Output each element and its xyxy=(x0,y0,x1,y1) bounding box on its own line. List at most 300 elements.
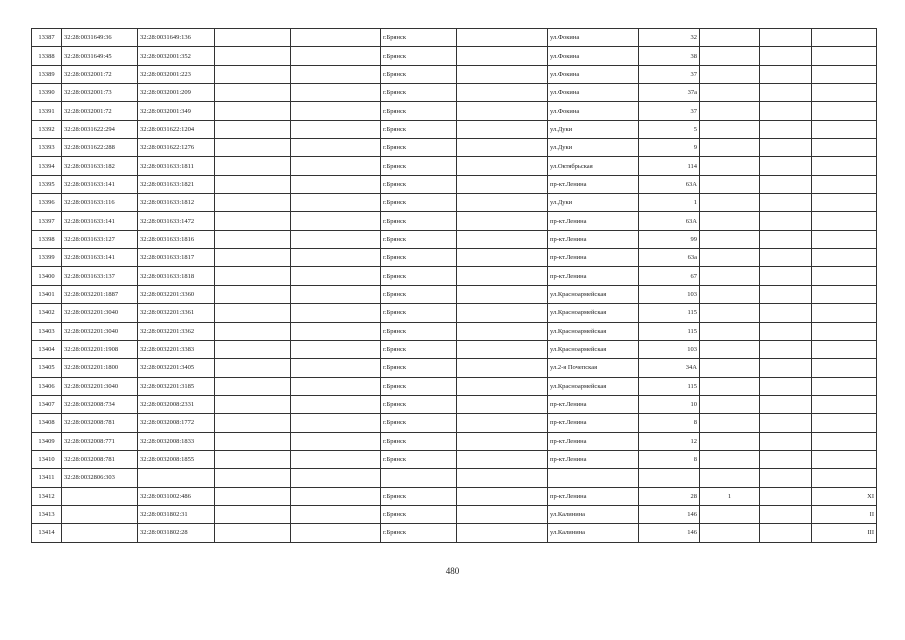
table-body xyxy=(32,29,877,543)
table-row xyxy=(32,505,877,523)
cadastral-number-cell: 32:28:0032001:349 xyxy=(138,102,215,120)
city-cell: г.Брянск xyxy=(381,267,457,285)
cadastral-parent-cell: 32:28:0032201:3040 xyxy=(62,322,138,340)
cadastral-number-cell: 32:28:0032008:2331 xyxy=(138,395,215,413)
empty-cell xyxy=(215,285,291,303)
row-id-cell: 13392 xyxy=(32,120,62,138)
empty-cell xyxy=(457,84,548,102)
room-number-cell xyxy=(812,47,877,65)
row-id-cell: 13406 xyxy=(32,377,62,395)
empty-cell xyxy=(457,194,548,212)
city-cell: г.Брянск xyxy=(381,249,457,267)
empty-cell xyxy=(457,304,548,322)
street-cell: пр-кт.Ленина xyxy=(548,249,639,267)
room-number-cell xyxy=(812,157,877,175)
cadastral-parent-cell: 32:28:0032201:3040 xyxy=(62,377,138,395)
cadastral-number-cell: 32:28:0032001:352 xyxy=(138,47,215,65)
empty-cell xyxy=(215,322,291,340)
empty-cell xyxy=(291,487,381,505)
empty-cell xyxy=(215,157,291,175)
empty-cell xyxy=(457,230,548,248)
cadastral-number-cell: 32:28:0031633:1472 xyxy=(138,212,215,230)
empty-cell xyxy=(215,340,291,358)
cadastral-parent-cell: 32:28:0032201:1887 xyxy=(62,285,138,303)
row-id-cell: 13396 xyxy=(32,194,62,212)
house-number-cell: 10 xyxy=(639,395,700,413)
row-id-cell: 13394 xyxy=(32,157,62,175)
empty-cell xyxy=(760,139,812,157)
table-row xyxy=(32,157,877,175)
empty-cell xyxy=(291,469,381,487)
street-cell: ул.Красноармейская xyxy=(548,304,639,322)
empty-cell xyxy=(457,322,548,340)
table-row xyxy=(32,249,877,267)
cadastral-number-cell: 32:28:0031633:1817 xyxy=(138,249,215,267)
empty-cell xyxy=(291,432,381,450)
street-cell: ул.2-я Почепская xyxy=(548,359,639,377)
empty-cell xyxy=(291,139,381,157)
cadastral-parent-cell: 32:28:0031633:141 xyxy=(62,175,138,193)
street-cell: ул.Фокина xyxy=(548,102,639,120)
house-number-cell: 1 xyxy=(639,194,700,212)
city-cell: г.Брянск xyxy=(381,450,457,468)
city-cell: г.Брянск xyxy=(381,377,457,395)
table-row xyxy=(32,47,877,65)
house-number-cell: 28 xyxy=(639,487,700,505)
table-row xyxy=(32,322,877,340)
empty-cell xyxy=(215,487,291,505)
empty-cell xyxy=(457,377,548,395)
empty-cell xyxy=(215,230,291,248)
count-cell xyxy=(700,524,760,542)
city-cell: г.Брянск xyxy=(381,432,457,450)
row-id-cell: 13410 xyxy=(32,450,62,468)
cadastral-parent-cell: 32:28:0031633:137 xyxy=(62,267,138,285)
cadastral-parent-cell: 32:28:0031633:182 xyxy=(62,157,138,175)
room-number-cell xyxy=(812,432,877,450)
empty-cell xyxy=(457,432,548,450)
cadastral-number-cell xyxy=(138,469,215,487)
house-number-cell: 103 xyxy=(639,285,700,303)
empty-cell xyxy=(215,212,291,230)
count-cell xyxy=(700,414,760,432)
street-cell: ул.Красноармейская xyxy=(548,377,639,395)
row-id-cell: 13393 xyxy=(32,139,62,157)
empty-cell xyxy=(760,102,812,120)
cadastral-number-cell: 32:28:0031622:1276 xyxy=(138,139,215,157)
row-id-cell: 13391 xyxy=(32,102,62,120)
empty-cell xyxy=(291,102,381,120)
street-cell: ул.Красноармейская xyxy=(548,285,639,303)
street-cell: ул.Дуки xyxy=(548,139,639,157)
city-cell: г.Брянск xyxy=(381,120,457,138)
street-cell: пр-кт.Ленина xyxy=(548,414,639,432)
row-id-cell: 13387 xyxy=(32,29,62,47)
empty-cell xyxy=(215,377,291,395)
empty-cell xyxy=(760,414,812,432)
street-cell: пр-кт.Ленина xyxy=(548,230,639,248)
cadastral-parent-cell: 32:28:0032001:72 xyxy=(62,65,138,83)
empty-cell xyxy=(291,524,381,542)
house-number-cell: 5 xyxy=(639,120,700,138)
house-number-cell: 114 xyxy=(639,157,700,175)
empty-cell xyxy=(760,432,812,450)
house-number-cell: 9 xyxy=(639,139,700,157)
row-id-cell: 13401 xyxy=(32,285,62,303)
row-id-cell: 13399 xyxy=(32,249,62,267)
table-row xyxy=(32,230,877,248)
cadastral-parent-cell: 32:28:0032806:303 xyxy=(62,469,138,487)
empty-cell xyxy=(215,139,291,157)
count-cell xyxy=(700,505,760,523)
empty-cell xyxy=(457,175,548,193)
city-cell: г.Брянск xyxy=(381,395,457,413)
empty-cell xyxy=(291,84,381,102)
empty-cell xyxy=(291,414,381,432)
cadastral-number-cell: 32:28:0031633:1818 xyxy=(138,267,215,285)
city-cell: г.Брянск xyxy=(381,505,457,523)
empty-cell xyxy=(457,487,548,505)
cadastral-number-cell: 32:28:0032201:3405 xyxy=(138,359,215,377)
count-cell xyxy=(700,359,760,377)
empty-cell xyxy=(215,450,291,468)
room-number-cell xyxy=(812,395,877,413)
row-id-cell: 13390 xyxy=(32,84,62,102)
room-number-cell xyxy=(812,139,877,157)
empty-cell xyxy=(760,29,812,47)
count-cell xyxy=(700,395,760,413)
row-id-cell: 13411 xyxy=(32,469,62,487)
city-cell: г.Брянск xyxy=(381,285,457,303)
city-cell: г.Брянск xyxy=(381,322,457,340)
empty-cell xyxy=(457,450,548,468)
empty-cell xyxy=(760,340,812,358)
city-cell xyxy=(381,469,457,487)
table-row xyxy=(32,120,877,138)
empty-cell xyxy=(291,120,381,138)
house-number-cell: 67 xyxy=(639,267,700,285)
table-row xyxy=(32,102,877,120)
street-cell: ул.Фокина xyxy=(548,29,639,47)
empty-cell xyxy=(291,359,381,377)
empty-cell xyxy=(760,212,812,230)
count-cell xyxy=(700,322,760,340)
room-number-cell xyxy=(812,29,877,47)
row-id-cell: 13407 xyxy=(32,395,62,413)
count-cell xyxy=(700,267,760,285)
street-cell: ул.Фокина xyxy=(548,84,639,102)
cadastral-parent-cell: 32:28:0032201:1908 xyxy=(62,340,138,358)
empty-cell xyxy=(215,47,291,65)
cadastral-number-cell: 32:28:0032201:3362 xyxy=(138,322,215,340)
empty-cell xyxy=(760,230,812,248)
cadastral-parent-cell: 32:28:0031649:45 xyxy=(62,47,138,65)
empty-cell xyxy=(457,65,548,83)
cadastral-parent-cell: 32:28:0032008:781 xyxy=(62,414,138,432)
empty-cell xyxy=(760,304,812,322)
empty-cell xyxy=(215,29,291,47)
street-cell: пр-кт.Ленина xyxy=(548,450,639,468)
empty-cell xyxy=(760,157,812,175)
street-cell: пр-кт.Ленина xyxy=(548,175,639,193)
empty-cell xyxy=(457,285,548,303)
empty-cell xyxy=(215,469,291,487)
cadastral-number-cell: 32:28:0031633:1821 xyxy=(138,175,215,193)
count-cell xyxy=(700,230,760,248)
empty-cell xyxy=(760,249,812,267)
cadastral-number-cell: 32:28:0032001:209 xyxy=(138,84,215,102)
empty-cell xyxy=(215,194,291,212)
empty-cell xyxy=(760,285,812,303)
empty-cell xyxy=(215,267,291,285)
empty-cell xyxy=(291,505,381,523)
count-cell xyxy=(700,84,760,102)
city-cell: г.Брянск xyxy=(381,414,457,432)
table-row xyxy=(32,194,877,212)
empty-cell xyxy=(215,65,291,83)
room-number-cell: II xyxy=(812,505,877,523)
row-id-cell: 13412 xyxy=(32,487,62,505)
empty-cell xyxy=(291,157,381,175)
empty-cell xyxy=(291,322,381,340)
room-number-cell xyxy=(812,120,877,138)
count-cell: 1 xyxy=(700,487,760,505)
empty-cell xyxy=(291,29,381,47)
count-cell xyxy=(700,212,760,230)
street-cell: ул.Фокина xyxy=(548,47,639,65)
page-number: 480 xyxy=(445,566,460,576)
empty-cell xyxy=(215,84,291,102)
empty-cell xyxy=(760,505,812,523)
table-row xyxy=(32,139,877,157)
row-id-cell: 13409 xyxy=(32,432,62,450)
empty-cell xyxy=(215,395,291,413)
room-number-cell xyxy=(812,230,877,248)
empty-cell xyxy=(457,139,548,157)
empty-cell xyxy=(760,359,812,377)
table-row xyxy=(32,304,877,322)
cadastral-parent-cell xyxy=(62,524,138,542)
street-cell: ул.Калинина xyxy=(548,524,639,542)
row-id-cell: 13388 xyxy=(32,47,62,65)
cadastral-parent-cell: 32:28:0032001:72 xyxy=(62,102,138,120)
street-cell: ул.Красноармейская xyxy=(548,322,639,340)
empty-cell xyxy=(760,322,812,340)
city-cell: г.Брянск xyxy=(381,102,457,120)
empty-cell xyxy=(760,175,812,193)
room-number-cell xyxy=(812,65,877,83)
count-cell xyxy=(700,194,760,212)
house-number-cell: 63А xyxy=(639,212,700,230)
street-cell: ул.Дуки xyxy=(548,194,639,212)
empty-cell xyxy=(760,65,812,83)
street-cell: пр-кт.Ленина xyxy=(548,212,639,230)
cadastral-number-cell: 32:28:0032008:1772 xyxy=(138,414,215,432)
street-cell: пр-кт.Ленина xyxy=(548,395,639,413)
city-cell: г.Брянск xyxy=(381,29,457,47)
room-number-cell xyxy=(812,322,877,340)
count-cell xyxy=(700,102,760,120)
cadastral-number-cell: 32:28:0031802:31 xyxy=(138,505,215,523)
cadastral-parent-cell xyxy=(62,487,138,505)
house-number-cell: 37а xyxy=(639,84,700,102)
count-cell xyxy=(700,157,760,175)
city-cell: г.Брянск xyxy=(381,359,457,377)
cadastral-parent-cell: 32:28:0032001:73 xyxy=(62,84,138,102)
city-cell: г.Брянск xyxy=(381,84,457,102)
empty-cell xyxy=(457,212,548,230)
house-number-cell: 99 xyxy=(639,230,700,248)
row-id-cell: 13389 xyxy=(32,65,62,83)
empty-cell xyxy=(291,340,381,358)
empty-cell xyxy=(457,505,548,523)
cadastral-parent-cell: 32:28:0031633:116 xyxy=(62,194,138,212)
count-cell xyxy=(700,304,760,322)
empty-cell xyxy=(291,65,381,83)
row-id-cell: 13403 xyxy=(32,322,62,340)
empty-cell xyxy=(457,120,548,138)
table-row xyxy=(32,469,877,487)
empty-cell xyxy=(457,47,548,65)
cadastral-parent-cell xyxy=(62,505,138,523)
house-number-cell xyxy=(639,469,700,487)
table-row xyxy=(32,395,877,413)
count-cell xyxy=(700,65,760,83)
empty-cell xyxy=(291,395,381,413)
cadastral-parent-cell: 32:28:0032008:771 xyxy=(62,432,138,450)
empty-cell xyxy=(760,524,812,542)
empty-cell xyxy=(215,249,291,267)
empty-cell xyxy=(760,267,812,285)
house-number-cell: 12 xyxy=(639,432,700,450)
street-cell: ул.Красноармейская xyxy=(548,340,639,358)
house-number-cell: 146 xyxy=(639,524,700,542)
table-row xyxy=(32,359,877,377)
city-cell: г.Брянск xyxy=(381,340,457,358)
cadastral-number-cell: 32:28:0032201:3383 xyxy=(138,340,215,358)
row-id-cell: 13404 xyxy=(32,340,62,358)
cadastral-number-cell: 32:28:0032008:1833 xyxy=(138,432,215,450)
table-row xyxy=(32,84,877,102)
city-cell: г.Брянск xyxy=(381,175,457,193)
street-cell: пр-кт.Ленина xyxy=(548,432,639,450)
empty-cell xyxy=(760,487,812,505)
house-number-cell: 37 xyxy=(639,65,700,83)
cadastral-parent-cell: 32:28:0031622:294 xyxy=(62,120,138,138)
room-number-cell xyxy=(812,377,877,395)
room-number-cell xyxy=(812,304,877,322)
cadastral-number-cell: 32:28:0031002:486 xyxy=(138,487,215,505)
city-cell: г.Брянск xyxy=(381,230,457,248)
empty-cell xyxy=(291,230,381,248)
count-cell xyxy=(700,469,760,487)
count-cell xyxy=(700,29,760,47)
count-cell xyxy=(700,340,760,358)
cadastral-parent-cell: 32:28:0031649:36 xyxy=(62,29,138,47)
empty-cell xyxy=(457,29,548,47)
empty-cell xyxy=(291,175,381,193)
empty-cell xyxy=(760,377,812,395)
city-cell: г.Брянск xyxy=(381,212,457,230)
city-cell: г.Брянск xyxy=(381,47,457,65)
room-number-cell xyxy=(812,194,877,212)
room-number-cell xyxy=(812,359,877,377)
table-row xyxy=(32,524,877,542)
cadastral-parent-cell: 32:28:0031622:288 xyxy=(62,139,138,157)
room-number-cell xyxy=(812,469,877,487)
room-number-cell xyxy=(812,249,877,267)
table-row xyxy=(32,487,877,505)
empty-cell xyxy=(215,304,291,322)
street-cell xyxy=(548,469,639,487)
table-row xyxy=(32,377,877,395)
street-cell: ул.Фокина xyxy=(548,65,639,83)
count-cell xyxy=(700,47,760,65)
room-number-cell xyxy=(812,84,877,102)
count-cell xyxy=(700,139,760,157)
row-id-cell: 13395 xyxy=(32,175,62,193)
empty-cell xyxy=(457,359,548,377)
empty-cell xyxy=(760,395,812,413)
room-number-cell xyxy=(812,340,877,358)
table-row xyxy=(32,212,877,230)
room-number-cell xyxy=(812,212,877,230)
table-row xyxy=(32,450,877,468)
empty-cell xyxy=(457,395,548,413)
cadastral-number-cell: 32:28:0032001:223 xyxy=(138,65,215,83)
empty-cell xyxy=(215,505,291,523)
empty-cell xyxy=(215,359,291,377)
house-number-cell: 38 xyxy=(639,47,700,65)
empty-cell xyxy=(760,47,812,65)
house-number-cell: 32 xyxy=(639,29,700,47)
room-number-cell xyxy=(812,102,877,120)
cadastral-number-cell: 32:28:0031649:136 xyxy=(138,29,215,47)
table-row xyxy=(32,285,877,303)
house-number-cell: 146 xyxy=(639,505,700,523)
room-number-cell xyxy=(812,414,877,432)
room-number-cell xyxy=(812,450,877,468)
cadastral-parent-cell: 32:28:0031633:141 xyxy=(62,212,138,230)
row-id-cell: 13408 xyxy=(32,414,62,432)
row-id-cell: 13413 xyxy=(32,505,62,523)
room-number-cell: III xyxy=(812,524,877,542)
empty-cell xyxy=(457,102,548,120)
cadastral-parent-cell: 32:28:0032008:781 xyxy=(62,450,138,468)
empty-cell xyxy=(760,194,812,212)
cadastral-number-cell: 32:28:0031622:1204 xyxy=(138,120,215,138)
room-number-cell xyxy=(812,267,877,285)
house-number-cell: 34А xyxy=(639,359,700,377)
street-cell: ул.Калинина xyxy=(548,505,639,523)
cadastral-number-cell: 32:28:0032008:1855 xyxy=(138,450,215,468)
empty-cell xyxy=(291,212,381,230)
city-cell: г.Брянск xyxy=(381,157,457,175)
cadastral-parent-cell: 32:28:0031633:127 xyxy=(62,230,138,248)
empty-cell xyxy=(457,267,548,285)
empty-cell xyxy=(215,414,291,432)
empty-cell xyxy=(291,304,381,322)
house-number-cell: 37 xyxy=(639,102,700,120)
room-number-cell xyxy=(812,285,877,303)
cadastral-parent-cell: 32:28:0031633:141 xyxy=(62,249,138,267)
table-row xyxy=(32,175,877,193)
empty-cell xyxy=(215,120,291,138)
cadastral-number-cell: 32:28:0031633:1811 xyxy=(138,157,215,175)
empty-cell xyxy=(457,524,548,542)
row-id-cell: 13397 xyxy=(32,212,62,230)
empty-cell xyxy=(457,469,548,487)
